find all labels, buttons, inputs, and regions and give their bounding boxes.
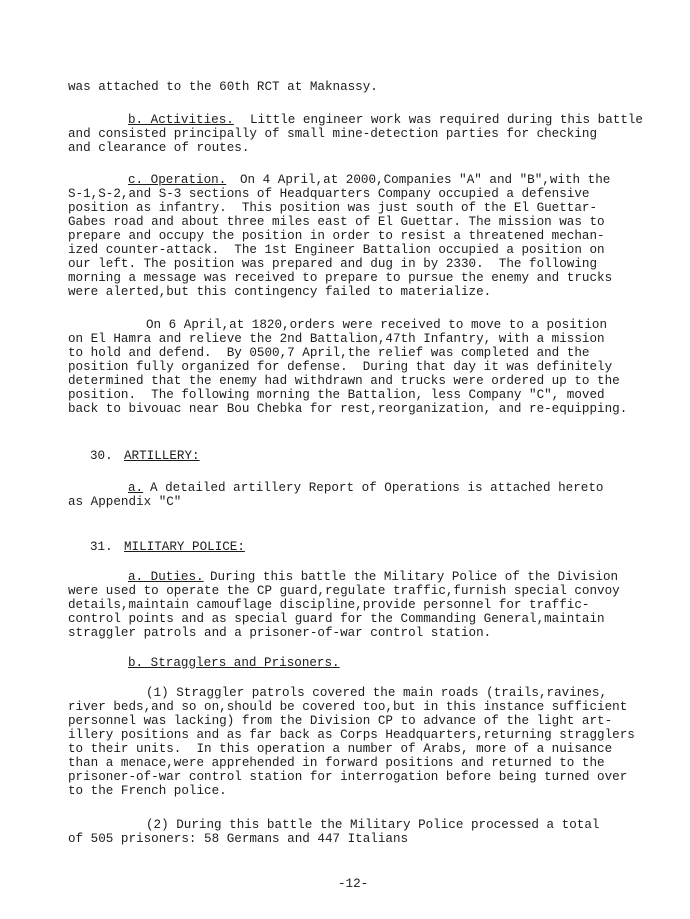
operation-heading: c. Operation. <box>128 173 227 187</box>
section-number: 31. <box>90 540 113 554</box>
operation-line: Gabes road and about three miles east of El Guettar. The mission was to <box>68 215 605 229</box>
activities-line: Little engineer work was required during this battle <box>250 113 643 127</box>
stragglers-line: (1) Straggler patrols covered the main roads (trails,ravines, <box>146 686 608 700</box>
intro-line: was attached to the 60th RCT at Maknassy. <box>68 80 378 94</box>
april6-line: determined that the enemy had withdrawn and trucks were ordered up to the <box>68 374 620 388</box>
section-title: ARTILLERY: <box>124 449 200 463</box>
april6-line: back to bivouac near Bou Chebka for rest,reorganization, and re-equipping. <box>68 402 628 416</box>
april6-line: to hold and defend. By 0500,7 April,the relief was completed and the <box>68 346 590 360</box>
activities-heading: b. Activities. <box>128 113 234 127</box>
april6-line: position. The following morning the Battalion, less Company "C", moved <box>68 388 605 402</box>
prisoners-line: of 505 prisoners: 58 Germans and 447 Italians <box>68 832 409 846</box>
operation-line: morning a message was received to prepare to pursue the enemy and trucks <box>68 271 613 285</box>
duties-line: straggler patrols and a prisoner-of-war control station. <box>68 626 492 640</box>
stragglers-line: prisoner-of-war control station for interrogation before being turned over <box>68 770 628 784</box>
stragglers-line: river beds,and so on,should be covered too,but in this instance sufficient <box>68 700 628 714</box>
stragglers-line: illery positions and as far back as Corps Headquarters,returning stragglers <box>68 728 635 742</box>
duties-line: were used to operate the CP guard,regulate traffic,furnish special convoy <box>68 584 620 598</box>
prisoners-line: (2) During this battle the Military Police processed a total <box>146 818 600 832</box>
artillery-line: A detailed artillery Report of Operations is attached hereto <box>150 481 604 495</box>
operation-line: S-1,S-2,and S-3 sections of Headquarters Company occupied a defensive <box>68 187 590 201</box>
operation-line: prepare and occupy the position in order to resist a threatened mechan- <box>68 229 605 243</box>
duties-line: During this battle the Military Police of the Division <box>210 570 619 584</box>
april6-line: on El Hamra and relieve the 2nd Battalion,47th Infantry, with a mission <box>68 332 605 346</box>
april6-line: On 6 April,at 1820,orders were received to move to a position <box>146 318 608 332</box>
operation-line: On 4 April,at 2000,Companies "A" and "B",with the <box>240 173 611 187</box>
page-number: -12- <box>338 877 369 891</box>
activities-line: and consisted principally of small mine-detection parties for checking <box>68 127 598 141</box>
activities-line: and clearance of routes. <box>68 141 250 155</box>
section-title: MILITARY POLICE: <box>124 540 245 554</box>
stragglers-line: to the French police. <box>68 784 227 798</box>
april6-line: position fully organized for defense. During that day it was definitely <box>68 360 613 374</box>
operation-line: position as infantry. This position was just south of the El Guettar- <box>68 201 598 215</box>
stragglers-heading: b. Stragglers and Prisoners. <box>128 656 340 670</box>
duties-line: details,maintain camouflage discipline,provide personnel for traffic- <box>68 598 590 612</box>
stragglers-line: to their units. In this operation a number of Arabs, more of a nuisance <box>68 742 613 756</box>
section-number: 30. <box>90 449 113 463</box>
stragglers-line: personnel was lacking) from the Division CP to advance of the light art- <box>68 714 613 728</box>
stragglers-line: than a menace,were apprehended in forward positions and returned to the <box>68 756 605 770</box>
operation-line: our left. The position was prepared and dug in by 2330. The following <box>68 257 598 271</box>
operation-line: ized counter-attack. The 1st Engineer Battalion occupied a position on <box>68 243 605 257</box>
operation-line: were alerted,but this contingency failed to materialize. <box>68 285 492 299</box>
subsection-heading: a. <box>128 481 144 495</box>
artillery-line: as Appendix "C" <box>68 495 182 509</box>
duties-line: control points and as special guard for the Commanding General,maintain <box>68 612 605 626</box>
duties-heading: a. Duties. <box>128 570 204 584</box>
